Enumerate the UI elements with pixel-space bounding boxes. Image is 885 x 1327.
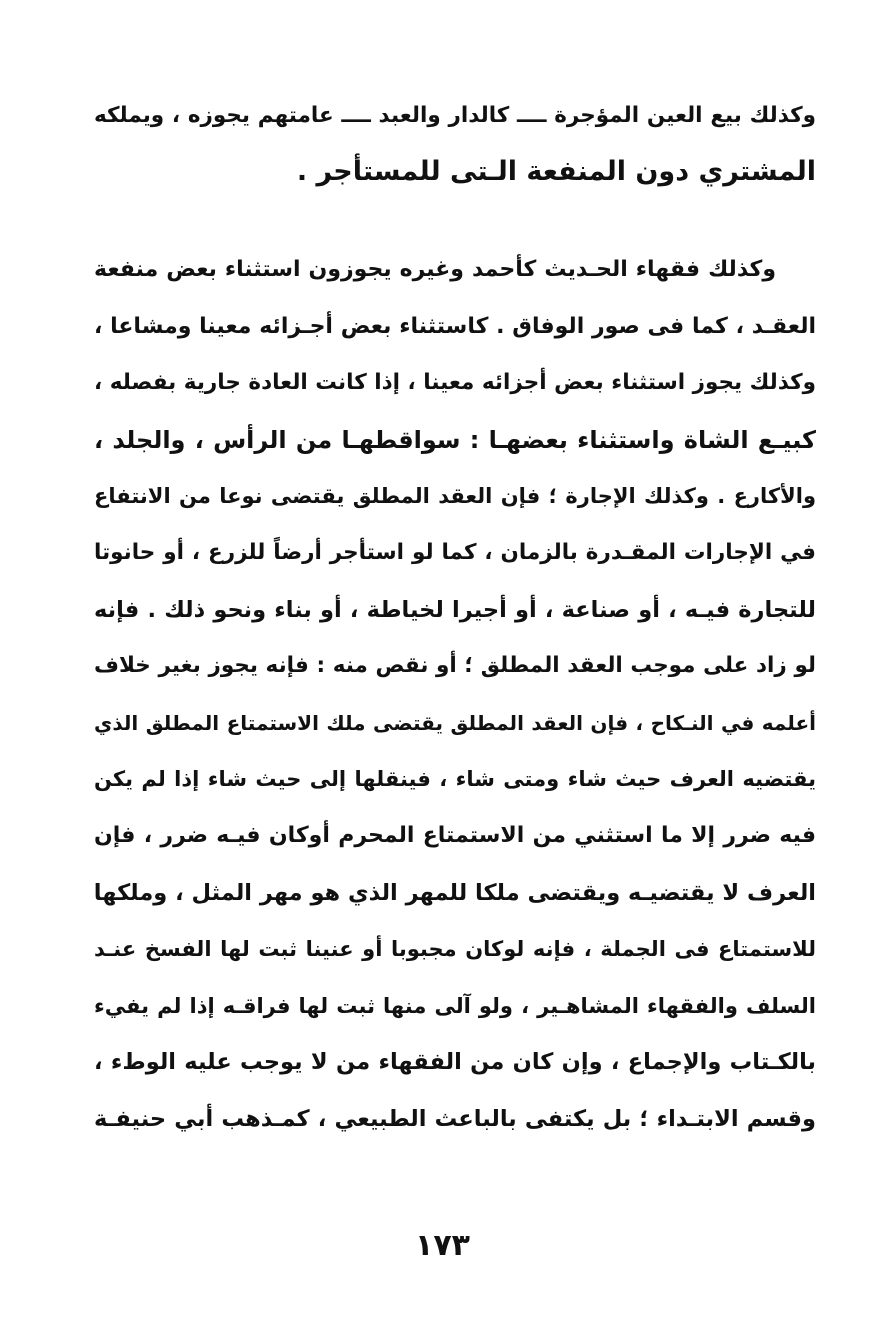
text-line: للتجارة فيـه ، أو صناعة ، أو أجيرا لخياطة ، أو بناء ونحو ذلك . فإنه — [94, 596, 816, 623]
text-line: أعلمه في النـكاح ، فإن العقد المطلق يقتضى ملك الاستمتاع المطلق الذي — [94, 710, 816, 735]
text-line: وكذلك يجوز استثناء بعض أجزائه معينا ، إذا كانت العادة جارية بفصله ، — [94, 370, 816, 396]
text-line: يقتضيه العرف حيث شاء ومتى شاء ، فينقلها إلى حيث شاء إذا لم يكن — [94, 767, 816, 792]
text-line: وكذلك فقهاء الحـديث كأحمد وغيره يجوزون استثناء بعض منفعة — [94, 257, 776, 282]
paragraph-2 — [94, 242, 816, 1202]
text-line: بالكـتاب والإجماع ، وإن كان من الفقهاء من لا يوجب عليه الوطء ، — [94, 1049, 816, 1076]
text-line: العرف لا يقتضيـه ويقتضى ملكا للمهر الذي هو مهر المثل ، وملكها — [93, 879, 816, 906]
text-line: المشتري دون المنفعة الـتى للمستأجر . — [296, 156, 816, 187]
text-line: فيه ضرر إلا ما استثني من الاستمتاع المحرم أوكان فيـه ضرر ، فإن — [94, 823, 816, 848]
text-line: في الإجارات المقـدرة بالزمان ، كما لو استأجر أرضاً للزرع ، أو حانوتا — [94, 540, 816, 565]
paragraph-1 — [94, 88, 816, 200]
text-line: العقـد ، كما فى صور الوفاق . كاستثناء بعض أجـزائه معينا ومشاعا ، — [94, 313, 816, 339]
page-number: ١٧٣ — [415, 1228, 470, 1263]
text-line: والأكارع . وكذلك الإجارة ؛ فإن العقد المطلق يقتضى نوعا من الانتفاع — [94, 484, 816, 509]
text-line: وقسم الابتـداء ؛ بل يكتفى بالباعث الطبيعي ، كمـذهب أبي حنيفـة — [94, 1106, 816, 1132]
text-line: السلف والفقهاء المشاهـير ، ولو آلى منها ثبت لها فراقـه إذا لم يفيء — [94, 993, 816, 1018]
text-line: للاستمتاع فى الجملة ، فإنه لوكان مجبوبا أو عنينا ثبت لها الفسخ عنـد — [94, 937, 816, 962]
text-line: كبيـع الشاة واستثناء بعضهـا : سواقطهـا من الرأس ، والجلد ، — [94, 425, 816, 454]
text-line: وكذلك بيع العين المؤجرة ــــ كالدار والعبد ــــ عامتهم يجوزه ، ويملكه — [94, 103, 816, 128]
text-line: لو زاد على موجب العقد المطلق ؛ أو نقص منه : فإنه يجوز بغير خلاف — [94, 653, 816, 679]
